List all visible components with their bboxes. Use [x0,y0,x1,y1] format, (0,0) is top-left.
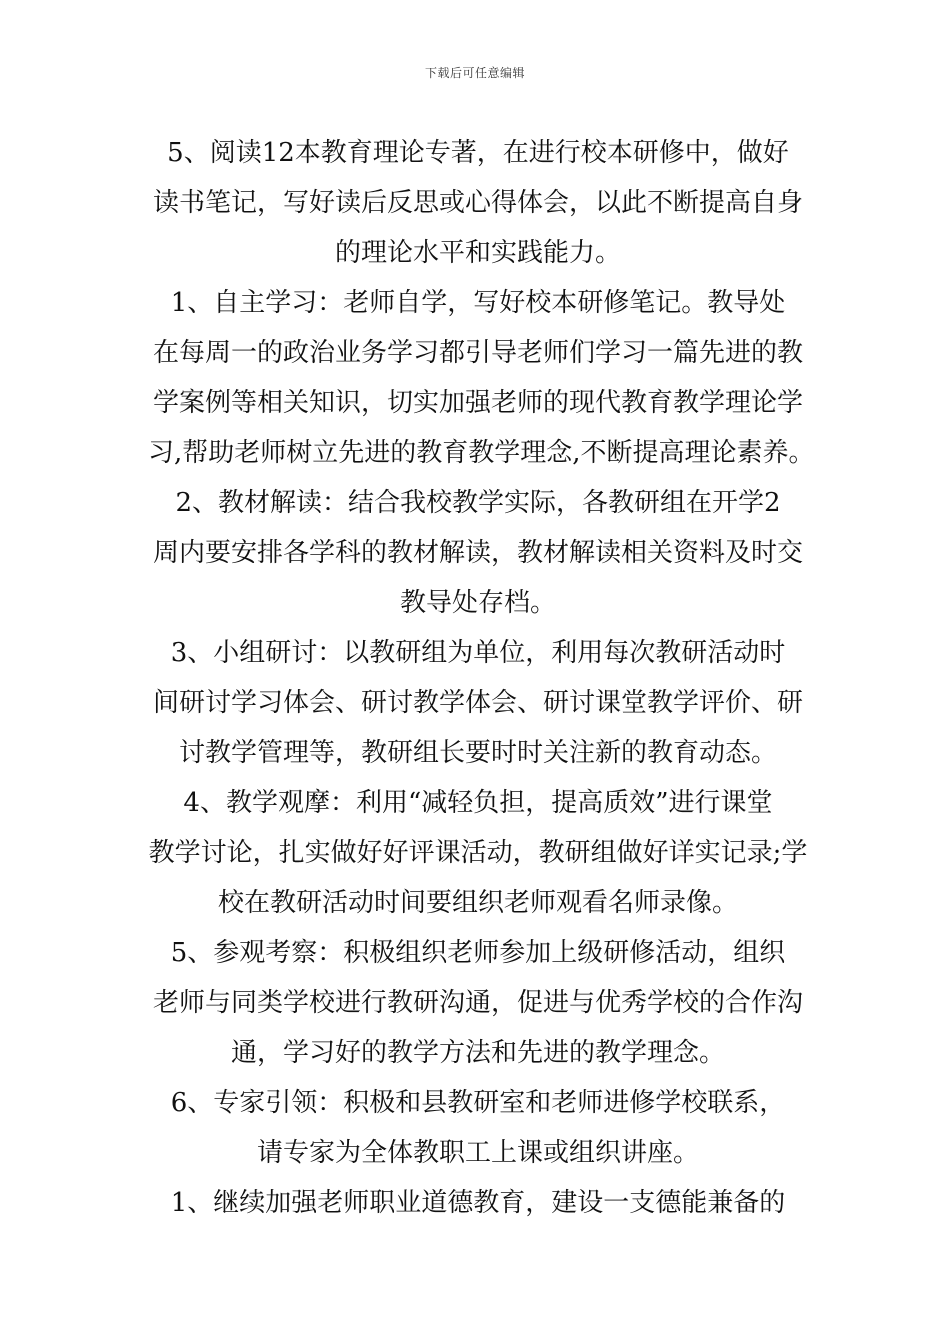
text-line: 的理论水平和实践能力。 [334,238,621,268]
paragraph-textbook-reading [148,478,808,628]
text-line: 5、参观考察：积极组织老师参加上级研修活动，组织 [170,938,786,968]
text-line: 读书笔记，写好读后反思或心得体会，以此不断提高自身 [152,188,803,218]
text-line: 3、小组研讨：以教研组为单位，利用每次教研活动时 [170,638,786,668]
document-body [148,128,815,1228]
text-line: 习,帮助老师树立先进的教育教学理念,不断提高理论素养。 [148,438,815,468]
text-line: 间研讨学习体会、研讨教学体会、研讨课堂教学评价、研 [152,688,803,718]
text-line: 在每周一的政治业务学习都引导老师们学习一篇先进的教 [152,338,803,368]
text-line: 老师与同类学校进行教研沟通，促进与优秀学校的合作沟 [152,988,803,1018]
text-line: 4、教学观摩：利用“减轻负担，提高质效”进行课堂 [183,788,773,818]
paragraph-group-discussion [148,628,808,778]
text-line: 周内要安排各学科的教材解读，教材解读相关资料及时交 [152,538,803,568]
paragraph-reading [148,128,808,278]
text-line: 5、阅读12本教育理论专著，在进行校本研修中，做好 [167,138,789,168]
text-line: 通，学习好的教学方法和先进的教学理念。 [230,1038,725,1068]
text-line: 教学讨论，扎实做好好评课活动，教研组做好详实记录;学 [148,838,808,868]
paragraph-ethics-education [148,1178,808,1228]
text-line: 请专家为全体教职工上课或组织讲座。 [256,1138,699,1168]
text-line: 讨教学管理等，教研组长要时时关注新的教育动态。 [178,738,777,768]
page-header: 下载后可任意编辑 [424,66,525,80]
text-line: 教导处存档。 [399,588,556,618]
text-line: 学案例等相关知识，切实加强老师的现代教育教学理论学 [152,388,803,418]
paragraph-self-study [148,278,815,478]
text-line: 1、继续加强老师职业道德教育，建设一支德能兼备的 [170,1188,786,1218]
paragraph-visit-study [148,928,808,1078]
text-line: 2、教材解读：结合我校教学实际，各教研组在开学2 [175,488,781,518]
text-line: 1、自主学习：老师自学，写好校本研修笔记。教导处 [170,288,786,318]
text-line: 校在教研活动时间要组织老师观看名师录像。 [217,888,738,918]
paragraph-expert-guidance [148,1078,808,1178]
text-line: 6、专家引领：积极和县教研室和老师进修学校联系， [170,1088,786,1118]
paragraph-teaching-observation [148,778,808,928]
